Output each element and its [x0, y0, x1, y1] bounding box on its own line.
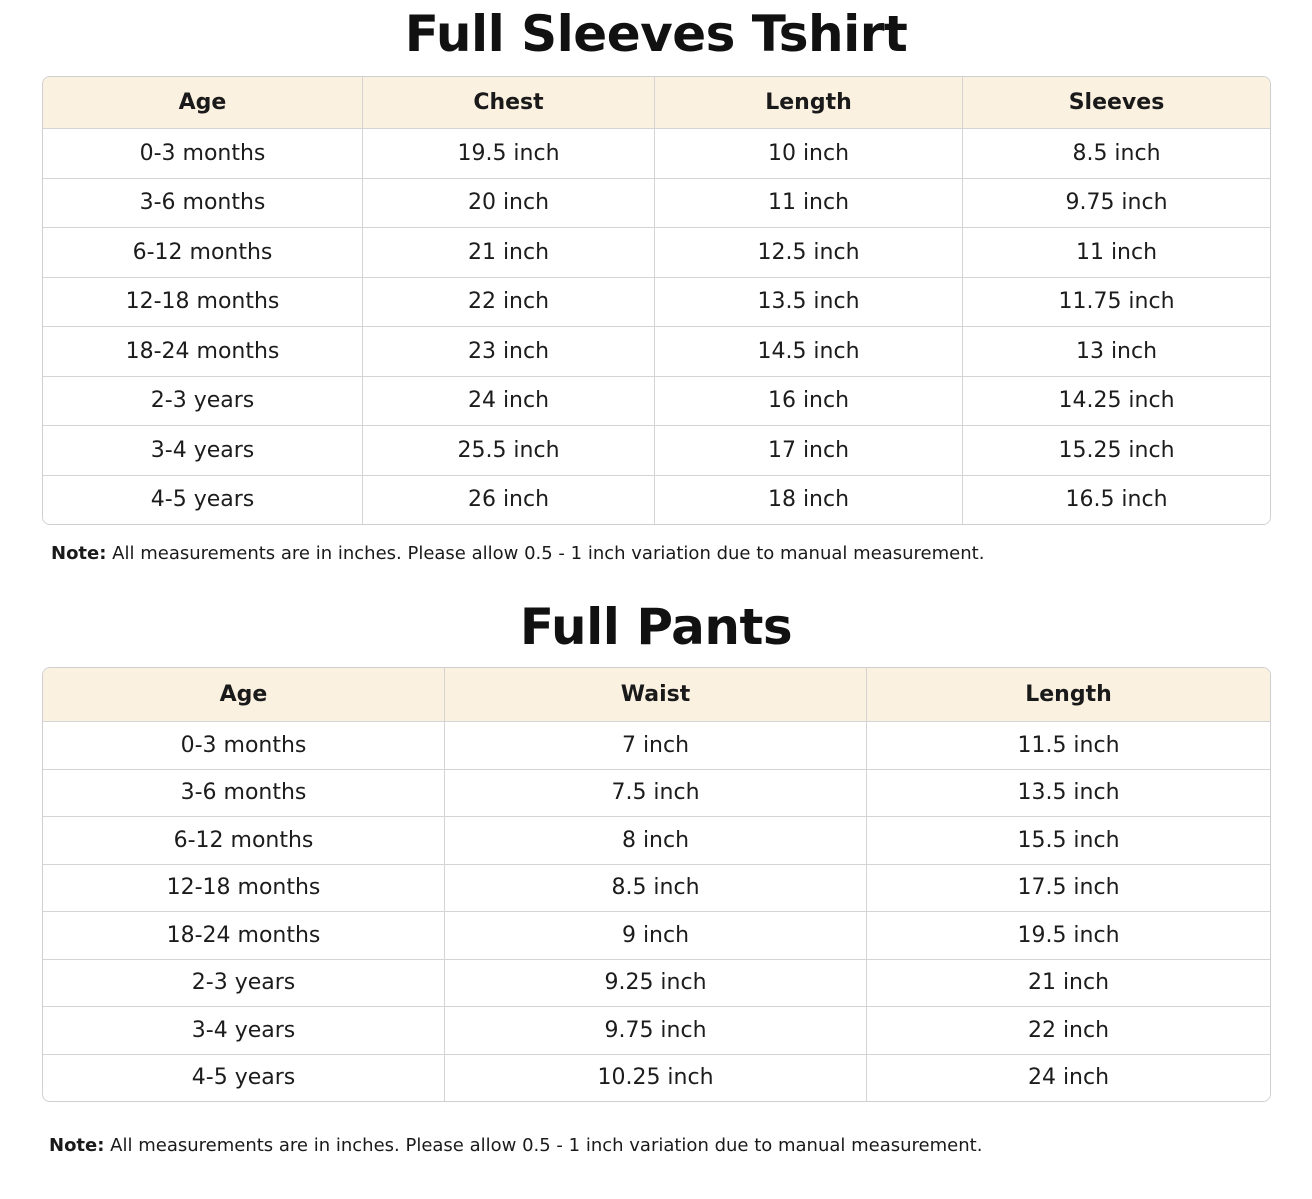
- cell-sleeves: 14.25 inch: [963, 377, 1270, 427]
- tshirt-size-table: [42, 76, 1271, 525]
- cell-sleeves: 8.5 inch: [963, 129, 1270, 179]
- pants-title: Full Pants: [519, 598, 793, 656]
- cell-age: 2-3 years: [43, 960, 445, 1008]
- note-text: All measurements are in inches. Please allow 0.5 - 1 inch variation due to manual measurement.: [106, 543, 985, 564]
- cell-age: 6-12 months: [43, 228, 363, 278]
- cell-length: 15.5 inch: [867, 817, 1270, 865]
- cell-chest: 23 inch: [363, 327, 655, 377]
- column-header-length: Length: [655, 77, 963, 129]
- cell-length: 12.5 inch: [655, 228, 963, 278]
- table-row: [43, 1007, 1270, 1055]
- column-header-length: Length: [867, 668, 1270, 722]
- cell-age: 3-4 years: [43, 426, 363, 476]
- cell-sleeves: 16.5 inch: [963, 476, 1270, 525]
- table-row: [43, 865, 1270, 913]
- cell-age: 12-18 months: [43, 865, 445, 913]
- cell-length: 11.5 inch: [867, 722, 1270, 770]
- cell-length: 16 inch: [655, 377, 963, 427]
- cell-sleeves: 9.75 inch: [963, 179, 1270, 229]
- table-row: [43, 817, 1270, 865]
- cell-length: 17.5 inch: [867, 865, 1270, 913]
- cell-chest: 25.5 inch: [363, 426, 655, 476]
- cell-length: 19.5 inch: [867, 912, 1270, 960]
- cell-length: 24 inch: [867, 1055, 1270, 1102]
- table-row: [43, 1055, 1270, 1102]
- table-row: [43, 377, 1270, 427]
- note-label: Note:: [49, 1135, 105, 1156]
- column-header-chest: Chest: [363, 77, 655, 129]
- cell-chest: 26 inch: [363, 476, 655, 525]
- cell-waist: 8.5 inch: [445, 865, 867, 913]
- table-row: [43, 278, 1270, 328]
- cell-length: 13.5 inch: [867, 770, 1270, 818]
- cell-sleeves: 15.25 inch: [963, 426, 1270, 476]
- table-row: [43, 960, 1270, 1008]
- table-row: [43, 476, 1270, 525]
- cell-length: 10 inch: [655, 129, 963, 179]
- cell-length: 17 inch: [655, 426, 963, 476]
- cell-age: 3-6 months: [43, 179, 363, 229]
- cell-age: 2-3 years: [43, 377, 363, 427]
- cell-age: 3-4 years: [43, 1007, 445, 1055]
- column-header-age: Age: [43, 77, 363, 129]
- cell-sleeves: 11 inch: [963, 228, 1270, 278]
- table-row: [43, 722, 1270, 770]
- table-header-row: [43, 77, 1270, 129]
- note-label: Note:: [51, 543, 107, 564]
- cell-waist: 8 inch: [445, 817, 867, 865]
- cell-age: 3-6 months: [43, 770, 445, 818]
- cell-length: 21 inch: [867, 960, 1270, 1008]
- column-header-sleeves: Sleeves: [963, 77, 1270, 129]
- table-row: [43, 327, 1270, 377]
- table-row: [43, 426, 1270, 476]
- cell-waist: 7.5 inch: [445, 770, 867, 818]
- cell-length: 14.5 inch: [655, 327, 963, 377]
- cell-age: 4-5 years: [43, 476, 363, 525]
- cell-waist: 9.25 inch: [445, 960, 867, 1008]
- cell-age: 18-24 months: [43, 327, 363, 377]
- column-header-age: Age: [43, 668, 445, 722]
- cell-waist: 7 inch: [445, 722, 867, 770]
- cell-sleeves: 13 inch: [963, 327, 1270, 377]
- cell-chest: 22 inch: [363, 278, 655, 328]
- cell-sleeves: 11.75 inch: [963, 278, 1270, 328]
- table-row: [43, 912, 1270, 960]
- note-text: All measurements are in inches. Please allow 0.5 - 1 inch variation due to manual measurement.: [104, 1135, 983, 1156]
- cell-length: 13.5 inch: [655, 278, 963, 328]
- cell-age: 12-18 months: [43, 278, 363, 328]
- table-row: [43, 228, 1270, 278]
- table-row: [43, 129, 1270, 179]
- cell-chest: 21 inch: [363, 228, 655, 278]
- cell-waist: 9 inch: [445, 912, 867, 960]
- cell-age: 18-24 months: [43, 912, 445, 960]
- cell-length: 18 inch: [655, 476, 963, 525]
- tshirt-note: [51, 542, 984, 566]
- column-header-waist: Waist: [445, 668, 867, 722]
- cell-age: 4-5 years: [43, 1055, 445, 1102]
- cell-age: 0-3 months: [43, 129, 363, 179]
- table-row: [43, 770, 1270, 818]
- tshirt-title: Full Sleeves Tshirt: [404, 5, 908, 63]
- cell-length: 11 inch: [655, 179, 963, 229]
- cell-waist: 10.25 inch: [445, 1055, 867, 1102]
- cell-chest: 20 inch: [363, 179, 655, 229]
- table-row: [43, 179, 1270, 229]
- cell-length: 22 inch: [867, 1007, 1270, 1055]
- cell-age: 6-12 months: [43, 817, 445, 865]
- cell-age: 0-3 months: [43, 722, 445, 770]
- pants-note: [49, 1134, 982, 1158]
- cell-chest: 19.5 inch: [363, 129, 655, 179]
- table-header-row: [43, 668, 1270, 722]
- cell-chest: 24 inch: [363, 377, 655, 427]
- cell-waist: 9.75 inch: [445, 1007, 867, 1055]
- pants-size-table: [42, 667, 1271, 1102]
